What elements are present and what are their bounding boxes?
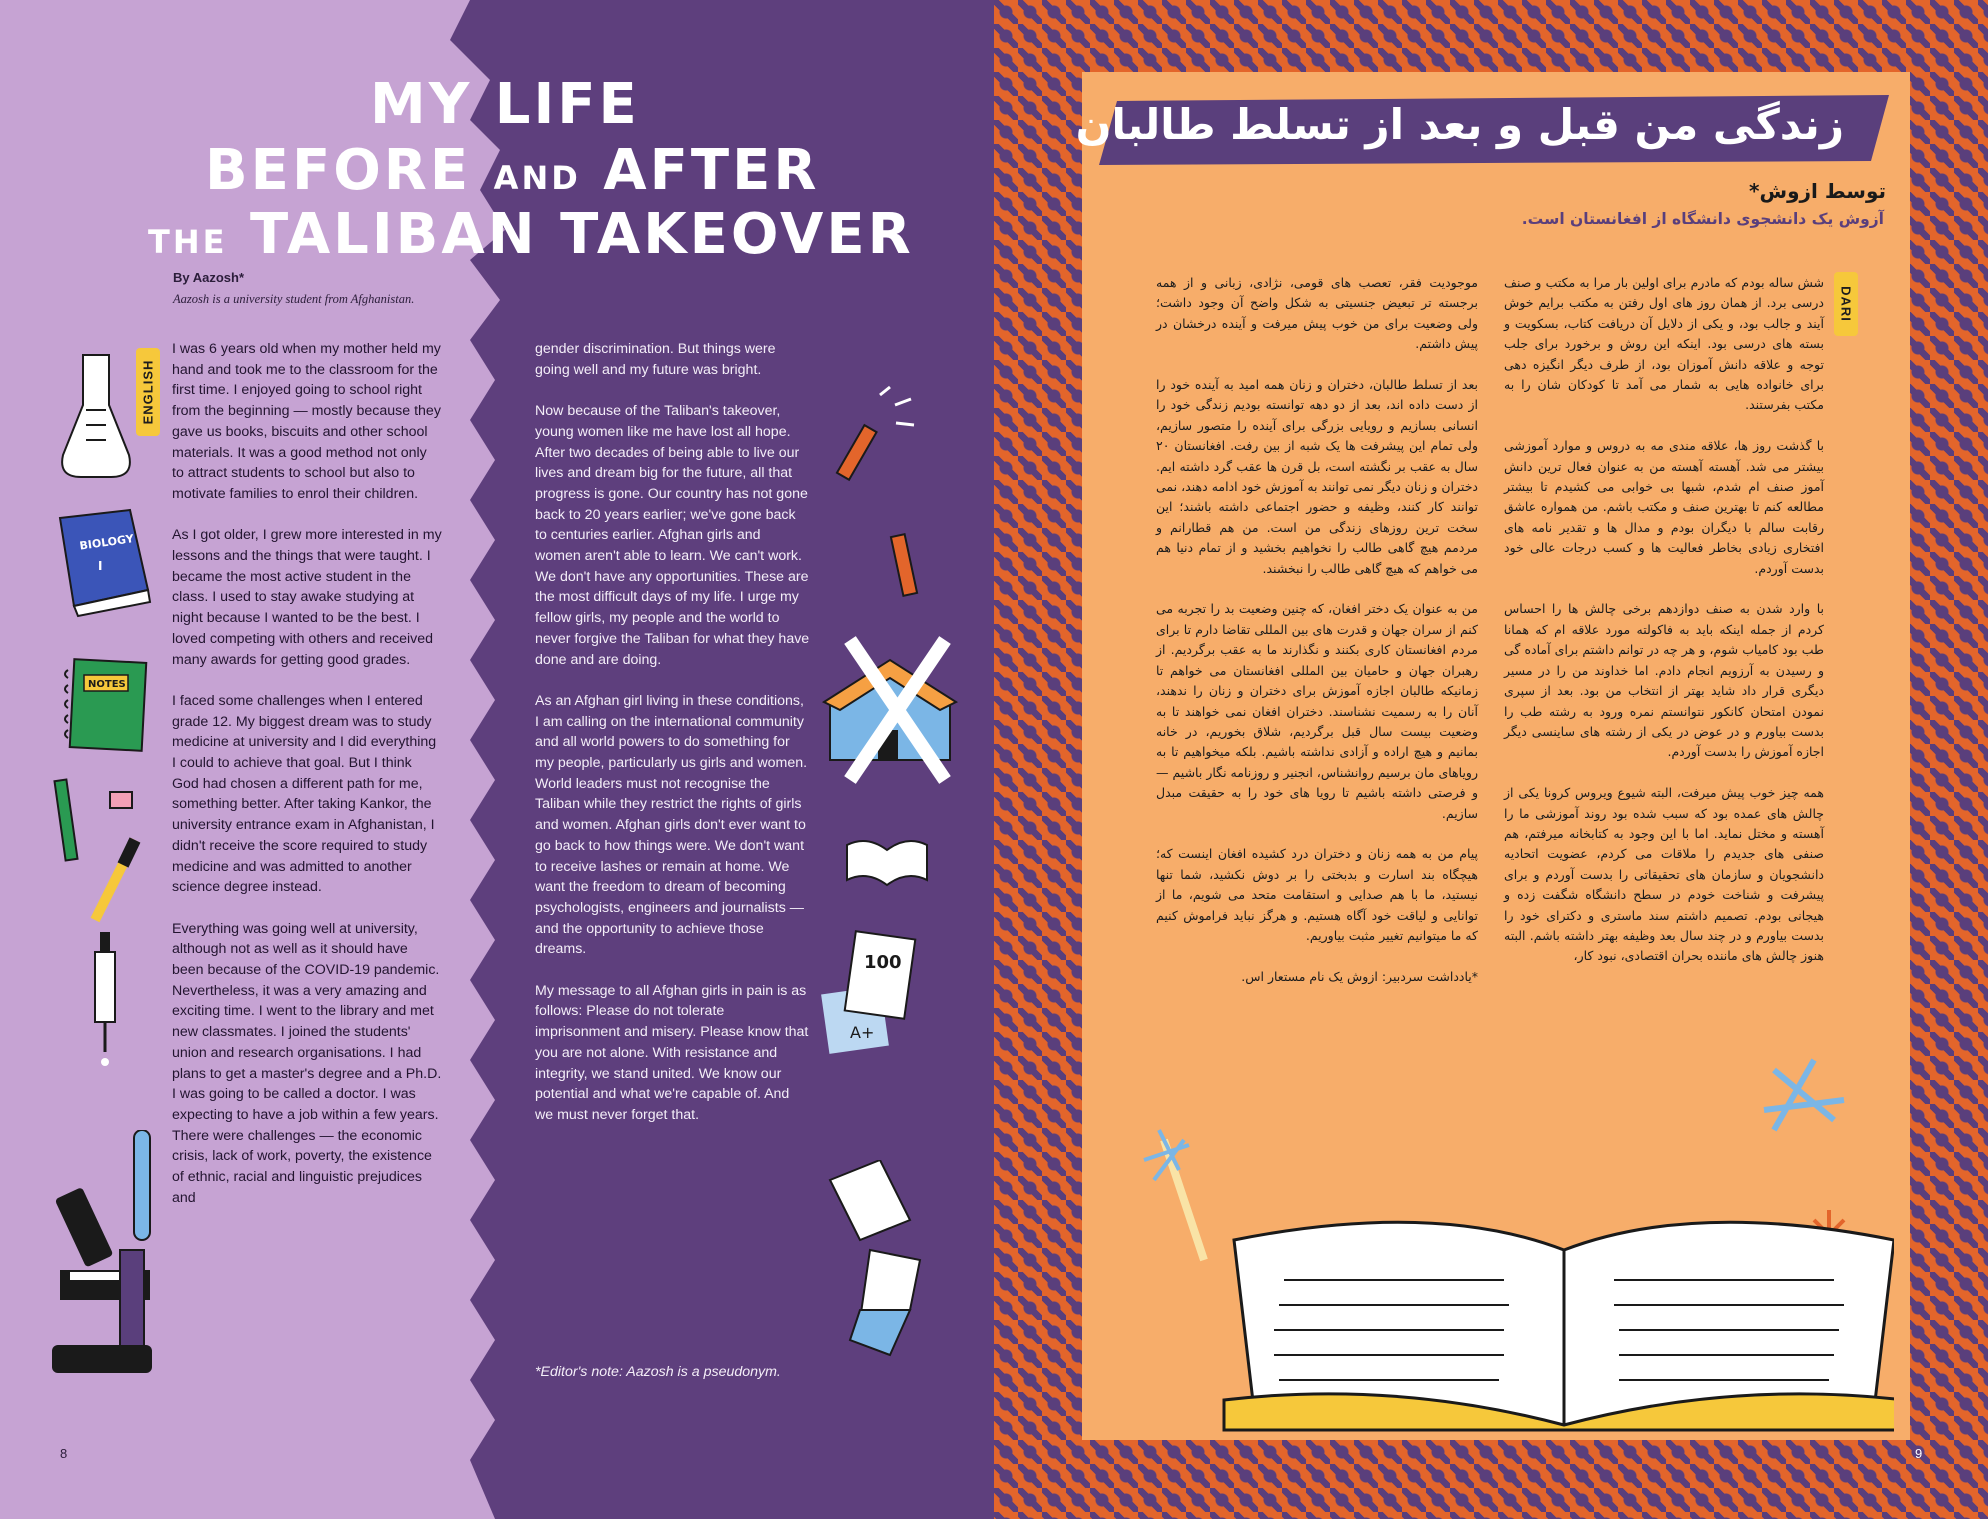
torn-paper-icon	[820, 1160, 930, 1360]
right-page	[994, 0, 1988, 1519]
open-book-icon	[842, 830, 932, 890]
dari-byline: توسط ازوش*	[1749, 179, 1886, 203]
dari-byline-note: آزوش یک دانشجوی دانشگاه از افغانستان است.	[1521, 210, 1884, 228]
paragraph: Everything was going well at university, although not as well as it should have been because of the COVID-19 pandemic. Nevertheless, it was a very amazing and exciting time. I went to the library and met new classmates. I joined the students' union and research organisations. I had plans to get a master's degree and a Ph.D. I was going to be called a doctor. I was expecting to have a job within a few years. There were challenges — the economic crisis, lack of work, poverty, the existence of ethnic, racial and linguistic prejudices and	[172, 920, 442, 1206]
paragraph: پیام من به همه زنان و دختران درد کشیده افغان اینست که؛ هیچگاه بند اسارت و بدبختی را بر دوش نکشید، شما تنها نیستید، ما با هم صدایی و استقامت متحد می شویم، ما از توانایی و لیاقت خود آگاه هستیم. و هرگز نباید فراموش کنیم که ما میتوانیم تغییر مثبت بیاوریم.	[1156, 846, 1478, 943]
dari-column-right	[1504, 273, 1824, 987]
title-line-3	[148, 202, 914, 267]
biology-book-icon	[52, 508, 152, 618]
editor-note: *Editor's note: Aazosh is a pseudonym.	[535, 1364, 781, 1380]
flask-icon	[58, 350, 134, 482]
pencil-icon	[830, 385, 920, 485]
svg-text:I: I	[98, 559, 103, 573]
title-taliban-takeover: TALIBAN TAKEOVER	[249, 202, 914, 267]
english-column-1	[172, 339, 442, 1229]
microscope-icon	[50, 1130, 160, 1380]
editor-note-dari: *یادداشت سردبیر: ازوش یک نام مستعار اس.	[1241, 968, 1478, 984]
dari-title: زندگی من قبل و بعد از تسلط طالبان	[1075, 100, 1844, 149]
pencil-stub-icon	[885, 530, 925, 610]
page-number: 8	[60, 1446, 68, 1461]
paragraph: با وارد شدن به صنف دوازدهم برخی چالش ها را احساس کردم از جمله اینکه باید به فاکولته مورد علاقه ام که همانا طب بود کامیاب شوم، و هر چه در توانم داشتم برای آماده گی و رسیدن به آرزویم انجام دادم. اما خداوند من را در مسیر دیگری قرار داد شاید بهتر از انتخاب من بود. بعد از سپری نمودن امتحان کانکور نتوانستم نمره ورود به رشته طب را بدست بیاورم و در عوض در یکی از رشته های ساینسی دیگر اجازه آموزش را بدست آوردم.	[1504, 601, 1824, 760]
svg-text:NOTES: NOTES	[88, 679, 126, 690]
paragraph: موجودیت فقر، تعصب های قومی، نژادی، زبانی و از همه برجسته تر تبعیض جنسیتی به شکل واضح آن وجود داشت؛ ولی وضعیت برای من خوب پیش میرفت و آینده درخشان در پیش داشتم.	[1156, 275, 1478, 352]
crossed-out-school-icon	[820, 630, 970, 790]
byline-note: Aazosh is a university student from Afghanistan.	[173, 292, 415, 306]
paragraph: I was 6 years old when my mother held my hand and took me to the classroom for the first time. I enjoyed going to school right from the beginning — mostly because they gave us books, biscuits and other school materials. It was a good method not only to attract students to school but also to motivate families to enrol their children.	[172, 341, 441, 502]
pencil-and-pen-icon	[50, 770, 150, 930]
english-language-tag: ENGLISH	[136, 348, 160, 436]
byline: By Aazosh*	[173, 270, 245, 285]
paragraph: As an Afghan girl living in these conditions, I am calling on the international community and all world powers to do something for my people, particularly us girls and women. World leaders must not recognise the Taliban while they restrict the rights of girls and women. Afghan girls don't ever want to go back to how things were. We don't want to receive lashes or remain at home. We want the freedom to dream of becoming psychologists, engineers and journalists — and the opportunity to achieve those dreams.	[535, 692, 808, 958]
paragraph: شش ساله بودم که مادرم برای اولین بار مرا به مکتب و صنف درسی برد. از همان روز های اول رفتن به مکتب برایم خوش آیند و جالب بود، و یکی از دلایل آن دریافت کتاب، بسکویت و بسته های درسی بود. اینکه این روش و برخورد برای جلب توجه و علاقه دانش آموزان بود، از طرف دیگر انگیزه دهی برای خانواده هایی به شمار می آمد تا کودکان شان را به مکتب بفرستند.	[1504, 275, 1824, 413]
english-column-2	[535, 339, 810, 1146]
dari-column-left	[1156, 273, 1478, 1008]
svg-text:BIOLOGY: BIOLOGY	[78, 532, 135, 553]
paragraph: بعد از تسلط طالبان، دختران و زنان همه امید به آینده خود را از دست داده اند، بعد از دو دهه توانسته بودیم زندگی خود را انسانی بسازیم و رویایی بزرگی برای آینده را متصور سازیم، ولی تمام این پیشرفت ها یک شبه از بین رفت. افغانستان ۲۰ سال به عقب بر نگشته است، بل قرن ها عقب گرد داشته ایم. دختران و زنان دیگر نمی توانند به آموزش خود ادامه دهند، نمی توانند کار کنند، وظیفه و حضور اجتماعی داشته باشند؛ این سخت ترین روزهای زندگی من است. من هم قطارانم و مردمم هیچ گاهی طالب را نخواهیم بخشید و از تمام دنیا هم می خواهم که هیچ گاهی طالب را نبخشند.	[1156, 377, 1478, 576]
paragraph: همه چیز خوب پیش میرفت، البته شیوع ویروس کرونا یکی از چالش های عمده بود که سبب شده بود روند آموزشی ما را آهسته و مختل نماید. اما با این وجود به کتابخانه میرفتم، هم صنفی های جدیدم را ملاقات می کردم، عضویت اتحادیه دانشجویان و سازمان های تحقیقاتی را بدست آوردم و برای پیشرفت و شناخت خودم در سطح دانشگاه شگفت زده و هیجانی بودم. تصمیم داشتم سند ماستری و دکترای خود را بدست بیاورم و در چند سال بعد وظیفه بهتر داشته باشم. البته هنوز چالش های ماننده بحران اقتصادی، نبود کار،	[1504, 785, 1824, 964]
paragraph: As I got older, I grew more interested in my lessons and the things that were taught. I became the most active student in the class. I used to stay awake studying at night because I wanted to be the best. I loved competing with others and received many awards for getting good grades.	[172, 527, 442, 668]
title-and: AND	[493, 159, 581, 197]
open-book-illustration	[1074, 1050, 1894, 1470]
title-the: THE	[148, 223, 228, 261]
title-before: BEFORE	[205, 138, 472, 203]
dropper-icon	[80, 930, 130, 1070]
title-line-2	[205, 138, 819, 203]
paragraph: gender discrimination. But things were going well and my future was bright.	[535, 341, 776, 378]
paragraph: I faced some challenges when I entered grade 12. My biggest dream was to study medicine at university and I did everything I could to achieve that goal. But I think God had chosen a different path for me, something better. After taking Kankor, the university entrance exam in Afghanistan, I didn't receive the score required to study medicine and was admitted to another science degree instead.	[172, 692, 437, 896]
notes-notebook-icon	[60, 655, 150, 755]
paragraph: با گذشت روز ها، علاقه مندی مه به دروس و موارد آموزشی بیشتر می شد. آهسته آهسته من به عنوان فعال ترین دانش آموز صنف ام شدم، شبها بی خوابی می کشیدم تا بیشتر مطالعه کنم تا بهترین صنف و مکتب باشم. من همواره عاشق رقابت سالم با دیگران بودم و مدال ها و تقدیر نامه های افتخاری زیادی بخاطر فعالیت ها و کسب درجات عالی خود بدست آوردم.	[1504, 438, 1824, 576]
svg-text:A+: A+	[850, 1023, 875, 1042]
paragraph: من به عنوان یک دختر افغان، که چنین وضعیت بد را تجربه می کنم از سران جهان و قدرت های بین المللی تقاضا دارم تا برای مردم افغانستان کاری بکنند و نگذارند ما به عقب برگردیم. از رهبران جهان و حامیان بین المللی افغانستان می خواهم تا زمانیکه طالبان اجازه آموزش برای دختران و زنان را ندهند، آنان را به رسمیت نشناسند. دختران افغان نمی خواهند تا به وضعیت بیست سال قبل برگردیم، شلاق بخوریم، در خانه بمانیم و هیچ اراده و آزادی نداشته باشیم. بلکه میخواهیم تا به رویاهای مان برسیم روانشناس، انجنیر و روزنامه نگار باشیم — و فرصتی داشته باشیم تا رویا های خود را به حقیقت مبدل سازیم.	[1156, 601, 1478, 821]
dari-language-tag: DARI	[1834, 272, 1858, 336]
paragraph: My message to all Afghan girls in pain is as follows: Please do not tolerate imprisonment and misery. Please know that you are not alone. With resistance and integrity, we stand united. We know our potential and what we're capable of. And we must never forget that.	[535, 982, 809, 1123]
title-after: AFTER	[603, 138, 820, 203]
svg-text:100: 100	[864, 952, 902, 973]
paragraph: Now because of the Taliban's takeover, young women like me have lost all hope. After two decades of being able to live our lives and dream big for the future, all that progress is gone. Our country has not gone back to 20 years earlier; we've gone back to centuries earlier. Afghan girls and women aren't able to learn. We can't work. We don't have any opportunities. These are the most difficult days of my life. I urge my fellow girls, my people and the world to never forgive the Taliban for what they have done and are doing.	[535, 403, 810, 668]
graded-paper-icon	[820, 930, 920, 1060]
page-number: 9	[1915, 1446, 1923, 1461]
title-line-1: MY LIFE	[370, 72, 640, 137]
